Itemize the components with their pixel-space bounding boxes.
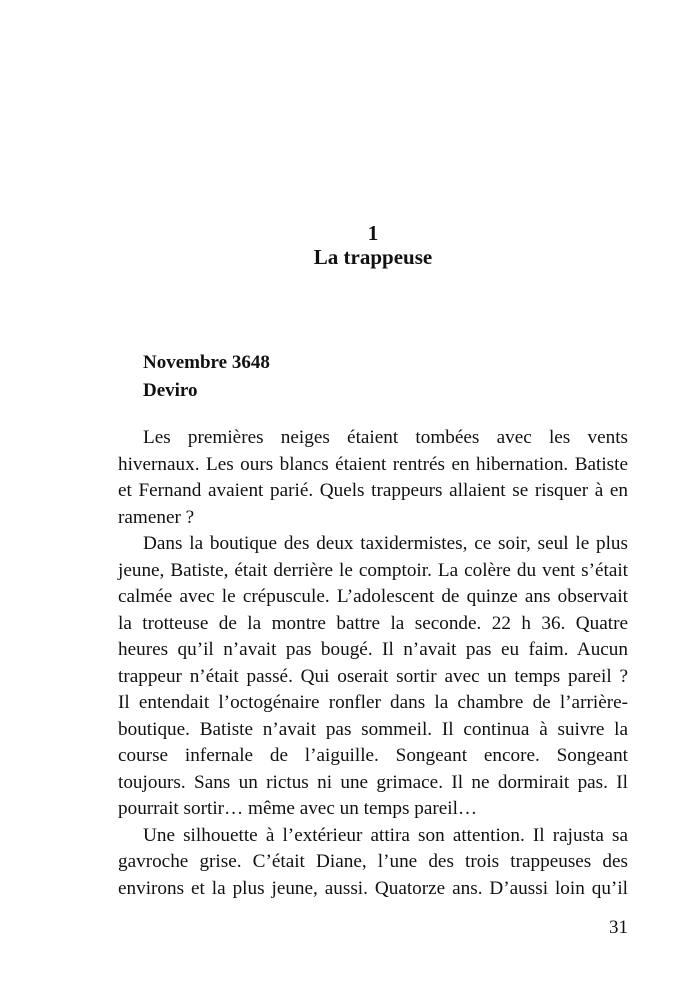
text-line: course infernale de l’aiguille. Songeant encore. Songeant <box>118 745 628 766</box>
text-line: ramener ? <box>118 506 195 528</box>
dateline-date: Novembre 3648 <box>143 352 270 373</box>
chapter-title: La trappeuse <box>313 245 433 269</box>
paragraph <box>118 531 628 823</box>
chapter-number: 1 <box>367 221 379 245</box>
dateline <box>118 349 653 405</box>
text-line: Une silhouette à l’extérieur attira son attention. Il rajusta sa <box>143 824 628 846</box>
text-line: jeune, Batiste, était derrière le comptoir. La colère du vent s’était <box>118 559 628 581</box>
dateline-place: Deviro <box>143 380 198 401</box>
text-line: toujours. Sans un rictus ni une grimace. Il ne dormirait pas. Il <box>118 771 628 793</box>
text-line: heures qu’il n’avait pas bougé. Il n’avait pas eu faim. Aucun <box>118 639 628 660</box>
text-line: Dans la boutique des deux taxidermistes, ce soir, seul le plus <box>143 533 628 554</box>
chapter-heading <box>118 221 628 269</box>
text-line: pourrait sortir… même avec un temps pareil… <box>118 798 478 819</box>
text-line: boutique. Batiste n’avait pas sommeil. Il continua à suivre la <box>118 718 628 740</box>
text-line: calmée avec le crépuscule. L’adolescent de quinze ans observait <box>118 586 628 607</box>
paragraph <box>118 823 628 903</box>
text-line: trappeur n’était passé. Qui oserait sortir avec un temps pareil ? <box>118 665 628 687</box>
text-line: Les premières neiges étaient tombées avec les vents <box>143 427 628 448</box>
text-line: environs et la plus jeune, aussi. Quatorze ans. D’aussi loin qu’il <box>118 877 628 899</box>
body-text <box>118 425 628 902</box>
text-line: hivernaux. Les ours blancs étaient rentrés en hibernation. Batiste <box>118 453 628 475</box>
text-line: et Fernand avaient parié. Quels trappeurs allaient se risquer à en <box>118 480 628 501</box>
paragraph <box>118 425 628 531</box>
text-line: la trotteuse de la montre battre la seconde. 22 h 36. Quatre <box>118 612 628 634</box>
page-number: 31 <box>609 917 628 938</box>
text-line: gavroche grise. C’était Diane, l’une des trois trappeuses des <box>118 851 628 872</box>
text-line: Il entendait l’octogénaire ronfler dans la chambre de l’arrière- <box>118 692 628 713</box>
